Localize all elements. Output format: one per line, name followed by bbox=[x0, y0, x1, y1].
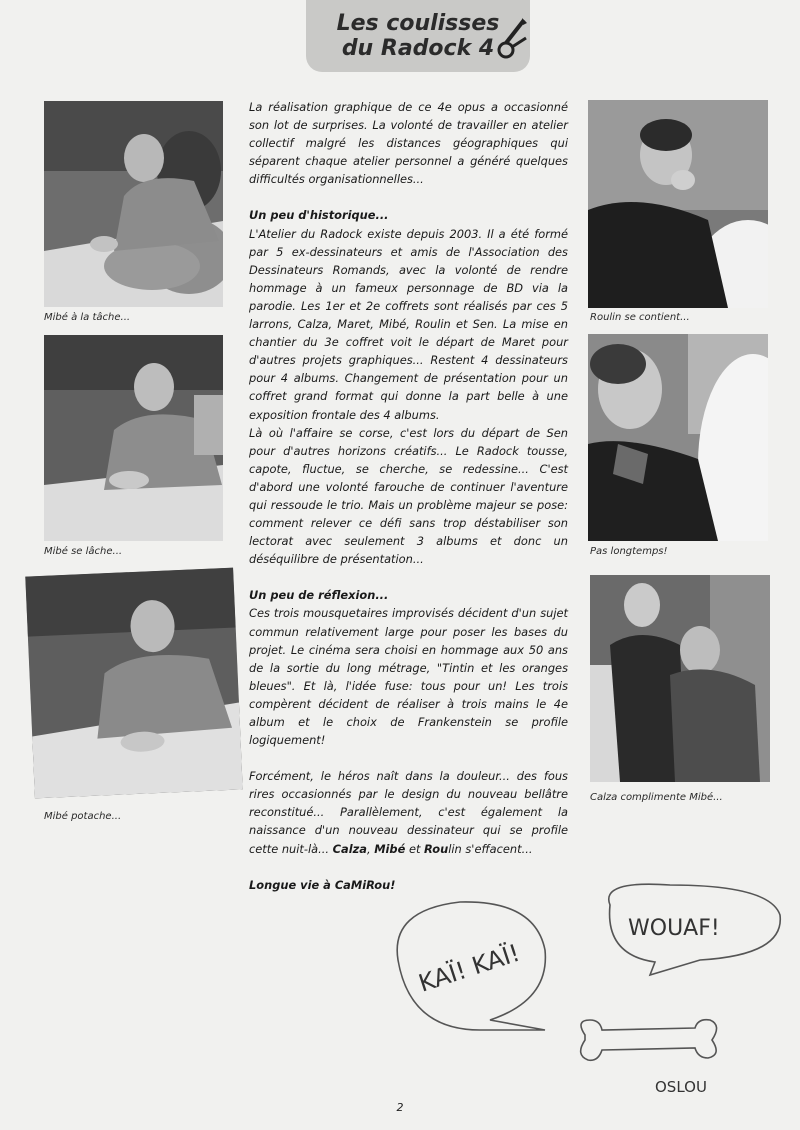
photo-mibe-working bbox=[44, 101, 223, 307]
history-paragraph-2: Là où l'affaire se corse, c'est lors du départ de Sen pour d'autres horizons créatifs... Le Radock tousse, capote, fluctue, se cherche, se redessine... C'est d'abord une volonté farouche de continuer l'aventure qui ressoude le trio. Mais un problème majeur se pose: comment relever ce défi sans trop déstabiliser son lectorat avec seulement 3 albums et donc un déséquilibre de présentation... bbox=[249, 425, 568, 567]
photo-roulin-laughing bbox=[588, 334, 768, 541]
name-mibe: Mibé bbox=[374, 841, 406, 856]
photo-caption: Mibé se lâche... bbox=[44, 546, 123, 557]
article-body bbox=[249, 98, 568, 894]
scissors-pencil-icon bbox=[494, 14, 528, 64]
photo-caption: Calza complimente Mibé... bbox=[590, 792, 723, 803]
photo-caption: Pas longtemps! bbox=[590, 546, 668, 557]
sketch-bubble-right-text: WOUAF! bbox=[628, 916, 720, 941]
reflection-paragraph-2-text: Forcément, le héros naît dans la douleur... des fous rires occasionnés par le design du nouveau bellâtre reconstitué... Parallèlement, c'est également la naissance d'un nouveau dessinateur qui se profile cette nuit-là... bbox=[249, 769, 568, 856]
name-roulin-rest: lin bbox=[448, 841, 462, 856]
reflection-paragraph-1: Ces trois mousquetaires improvisés décident d'un sujet commun relativement large pour poser les bases du projet. Le cinéma sera choisi en hommage aux 50 ans de la sortie du long métrage, "Tintin et les oranges bleues". Et là, l'idée fuse: tous pour un! Les trois compèrent décident de réaliser à trois mains le 4e album et le choix de Frankenstein se profile logiquement! bbox=[249, 606, 568, 748]
word-effacent: s'effacent... bbox=[465, 841, 533, 856]
reflection-paragraph-2: Forcément, le héros naît dans la douleur... des fous rires occasionnés par le design du nouveau bellâtre reconstitué... Parallèlement, c'est également la naissance d'un nouveau dessinateur qui se profile cette nuit-là... Calza, Mibé et Roulin s'effacent... bbox=[249, 769, 568, 856]
name-calza: Calza bbox=[332, 841, 367, 856]
header-title-tab bbox=[306, 0, 530, 72]
section-heading-history: Un peu d'historique... bbox=[249, 208, 389, 223]
photo-caption: Mibé à la tâche... bbox=[44, 312, 131, 323]
photo-mibe-joking bbox=[25, 568, 242, 799]
photo-roulin-thinking bbox=[588, 100, 768, 308]
pencil-sketch bbox=[370, 880, 790, 1095]
photo-caption: Mibé potache... bbox=[44, 811, 122, 822]
word-et: et bbox=[408, 841, 421, 856]
sketch-signature: OSLOU bbox=[655, 1078, 707, 1095]
page-title-line-1: Les coulisses bbox=[336, 11, 500, 36]
name-roulin: Rou bbox=[424, 841, 449, 856]
photo-calza-mibe bbox=[590, 575, 770, 782]
photo-mibe-relaxed bbox=[44, 335, 223, 541]
page-title-line-2: du Radock 4 bbox=[341, 36, 495, 61]
photo-caption: Roulin se contient... bbox=[590, 312, 690, 323]
page-number: 2 bbox=[396, 1101, 404, 1114]
section-heading-reflection: Un peu de réflexion... bbox=[249, 588, 389, 603]
intro-paragraph: La réalisation graphique de ce 4e opus a occasionné son lot de surprises. La volonté de travailler en atelier collectif malgré les distances géographiques qui séparent chaque atelier personnel a généré quelques difficultés organisationnelles... bbox=[249, 100, 568, 187]
closing-line: Longue vie à CaMiRou! bbox=[249, 877, 396, 892]
sketch-bubble-left-text: KAÏ! KAÏ! bbox=[415, 938, 524, 998]
history-paragraph-1: L'Atelier du Radock existe depuis 2003. Il a été formé par 5 ex-dessinateurs et amis de l'Association des Dessinateurs Romands, avec la volonté de rendre hommage à un fameux personnage de BD via la parodie. Les 1er et 2e coffrets sont réalisés par ces 5 larrons, Calza, Maret, Mibé, Roulin et Sen. La mise en chantier du 3e coffret voit le départ de Maret pour d'autres projets graphiques... Restent 4 dessinateurs pour 4 albums. Changement de présentation pour un coffret grand format qui donne la part belle à une exposition frontale des 4 albums. bbox=[249, 226, 568, 422]
